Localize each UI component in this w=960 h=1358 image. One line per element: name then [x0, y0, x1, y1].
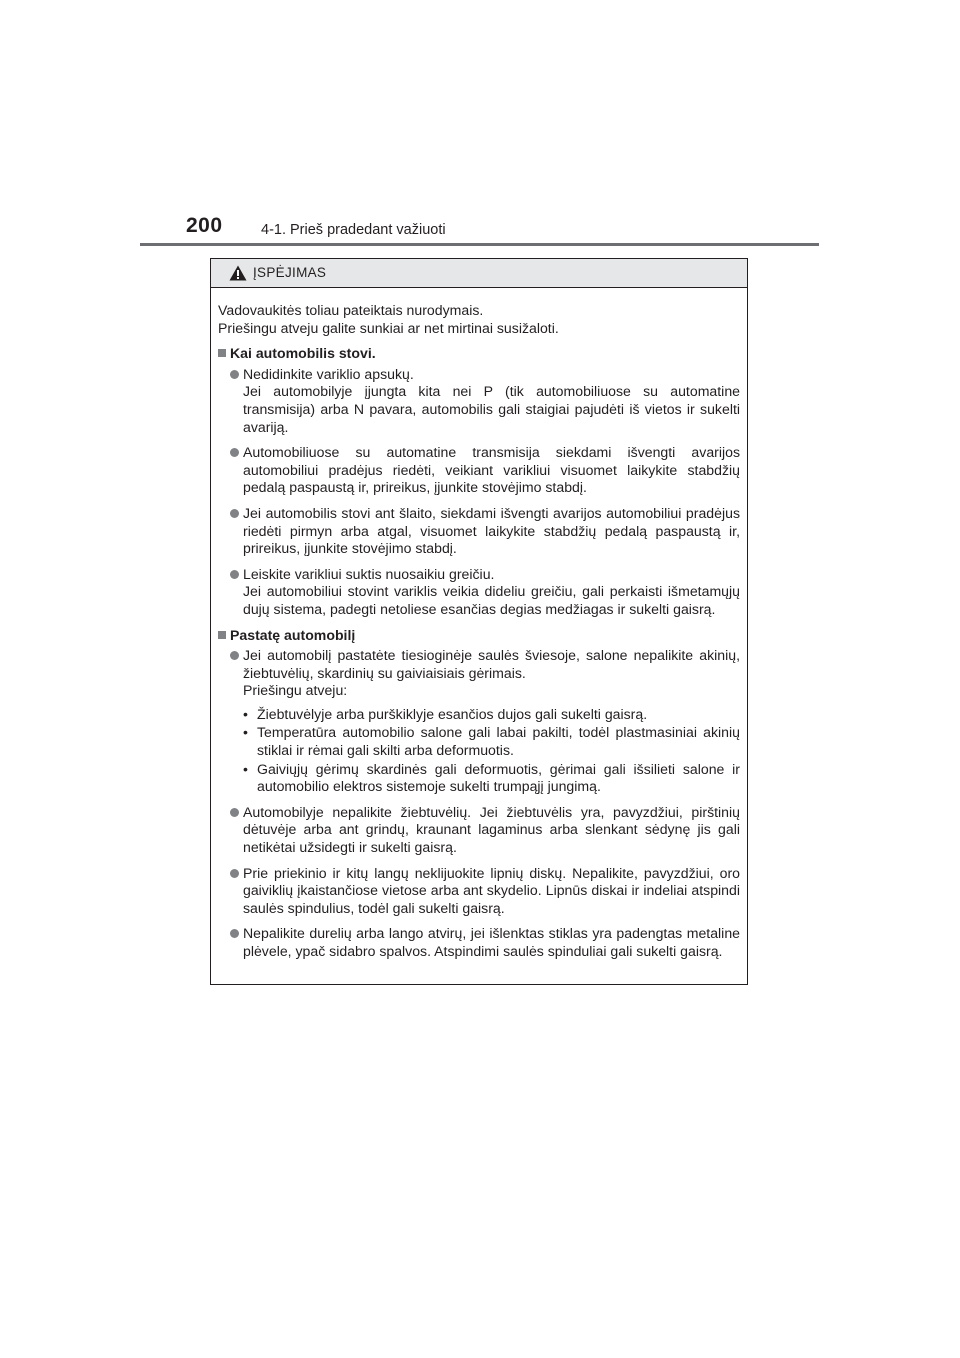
sub-list-text: Žiebtuvėlyje arba purškiklyje esančios dujos gali sukelti gaisrą. [257, 705, 648, 722]
item-paragraph: Automobiliuose su automatine transmisija siekdami išvengti avarijos automobiliui pradėjus riedėti, veikiant varikliui visuomet laikykite stabdžių pedalą paspaustą ir, prireikus, įjunkite stovėjimo stabdį. [243, 444, 740, 496]
warning-box [210, 258, 748, 985]
item-paragraph: Jei automobilis stovi ant šlaito, siekdami išvengti avarijos automobiliui pradėjus riedėti pirmyn arba atgal, visuomet laikykite stabdžių pedalą paspaustą ir, prireikus, įjunkite stovėjimo stabdį. [243, 504, 740, 557]
round-bullet-icon [230, 370, 239, 379]
item-paragraph: Prie priekinio ir kitų langų neklijuokite lipnių diskų. Nepalikite, pavyzdžiui, oro gaiviklių įkaistančiose vietose arba ant skydelio. Lipnūs diskai ir indeliai atspindi saulės spindulius, todėl gali sukelti gaisrą. [243, 864, 740, 916]
warning-item [218, 804, 740, 857]
round-bullet-icon [230, 808, 239, 817]
header-rule [140, 243, 819, 246]
item-paragraph: Leiskite varikliui suktis nuosaikiu greičiu. [243, 565, 495, 582]
round-bullet-icon [230, 651, 239, 660]
page-number: 200 [186, 214, 223, 237]
item-paragraph: Jei automobilį pastatėte tiesioginėje saulės šviesoje, salone nepalikite akinių, žiebtuvėlių, skardinių su gaiviaisiais gėrimais. [243, 647, 740, 681]
warning-item [218, 444, 740, 497]
warning-section [218, 345, 740, 618]
warning-item [218, 505, 740, 558]
warning-item [218, 366, 740, 436]
intro-line: Priešingu atveju galite sunkiai ar net mirtinai susižaloti. [218, 319, 559, 336]
round-bullet-icon [230, 929, 239, 938]
item-paragraph: Jei automobilyje įjungta kita nei P (tik automobiliuose su automatine transmisija) arba N pavara, automobilis gali staigiai pajudėti iš vietos ir sukelti avariją. [243, 383, 740, 435]
sub-list-item [243, 724, 740, 759]
section-heading [218, 345, 740, 363]
sub-list-item [243, 706, 740, 724]
warning-item [218, 925, 740, 960]
warning-item [218, 647, 740, 796]
warning-triangle-icon [229, 265, 247, 281]
warning-item [218, 566, 740, 619]
item-paragraph: Jei automobiliui stovint variklis veikia dideliu greičiu, gali perkaisti išmetamųjų dujų sistema, padegti netoliese esančias degias medžiagas ir sukelti gaisrą. [243, 583, 740, 617]
warning-title: ĮSPĖJIMAS [253, 265, 327, 280]
sub-list-text: Temperatūra automobilio salone gali labai pakilti, todėl plastmasiniai akinių stiklai ir rėmai gali skilti arba deformuotis. [257, 724, 740, 759]
warning-header [211, 259, 747, 288]
item-paragraph: Nepalikite durelių arba lango atvirų, jei išlenktas stiklas yra padengtas metaline plėvele, ypač sidabro spalvos. Atspindimi saulės spinduliai gali sukelti gaisrą. [243, 925, 740, 959]
section-heading-text: Pastatę automobilį [230, 626, 356, 643]
dot-bullet-icon: • [243, 724, 248, 741]
warning-item [218, 865, 740, 918]
item-paragraph: Automobilyje nepalikite žiebtuvėlių. Jei žiebtuvėlis yra, pavyzdžiui, pirštinių dėtuvėje arba ant grindų, kraunant lagaminus arba slenkant sėdynę jis gali netikėtai užsidegti ir sukelti gaisrą. [243, 803, 740, 856]
warning-section [218, 627, 740, 961]
item-paragraph: Priešingu atveju: [243, 682, 348, 699]
square-bullet-icon [218, 631, 226, 639]
dot-bullet-icon: • [243, 705, 248, 722]
round-bullet-icon [230, 509, 239, 518]
square-bullet-icon [218, 349, 226, 357]
round-bullet-icon [230, 570, 239, 579]
section-heading-text: Kai automobilis stovi. [230, 345, 376, 362]
sub-list [243, 706, 740, 796]
dot-bullet-icon: • [243, 760, 248, 777]
sub-list-text: Gaiviųjų gėrimų skardinės gali deformuotis, gėrimai gali išsilieti salone ir automobilio elektros sistemoje sukelti trumpąjį jungimą. [257, 760, 740, 795]
round-bullet-icon [230, 448, 239, 457]
warning-sections [218, 345, 740, 960]
warning-intro [218, 302, 740, 337]
sub-list-item [243, 761, 740, 796]
section-heading [218, 627, 740, 645]
section-title: 4-1. Prieš pradedant važiuoti [261, 222, 446, 238]
item-paragraph: Nedidinkite variklio apsukų. [243, 365, 414, 382]
intro-line: Vadovaukitės toliau pateiktais nurodymais. [218, 302, 484, 318]
warning-body [211, 288, 747, 961]
round-bullet-icon [230, 869, 239, 878]
